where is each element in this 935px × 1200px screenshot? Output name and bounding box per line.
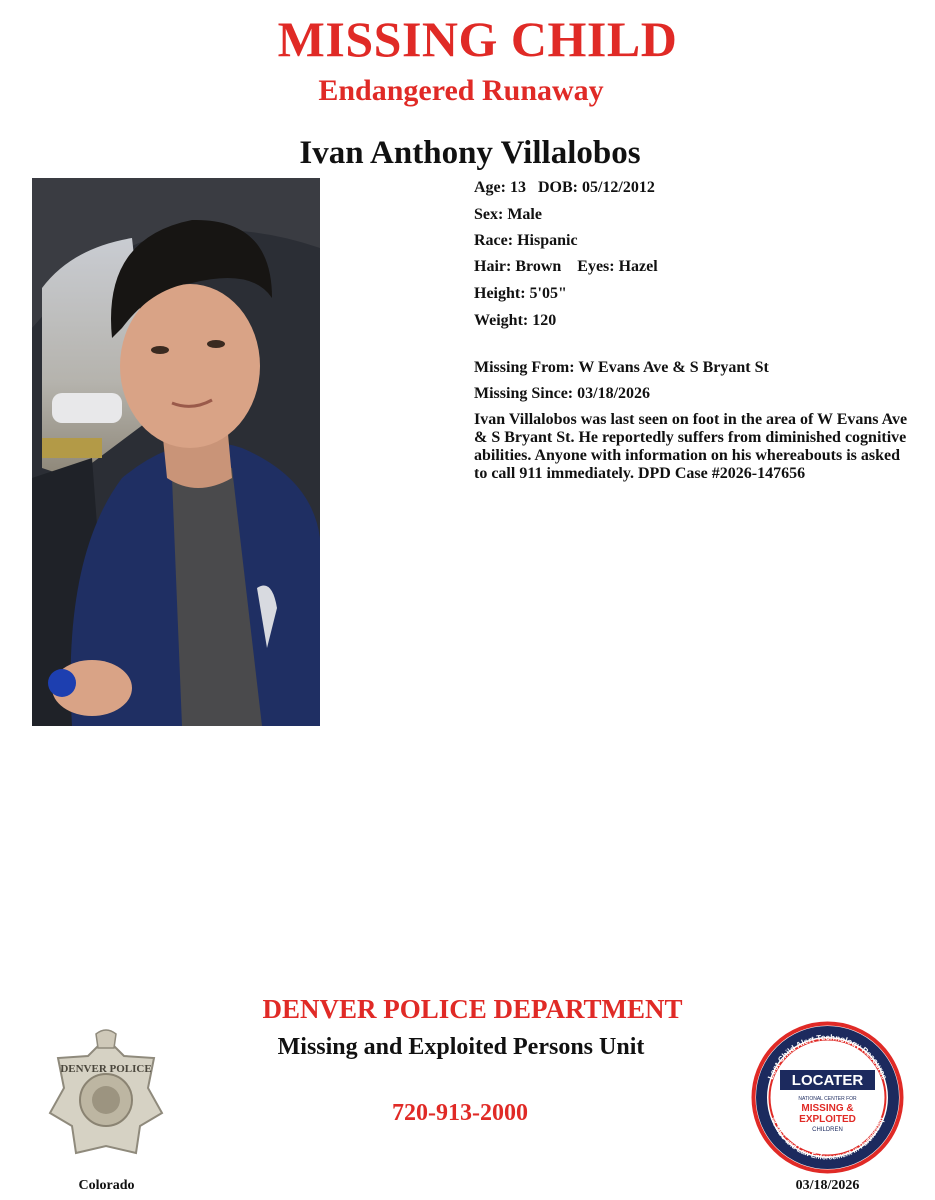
missing-from-line — [474, 358, 769, 378]
svg-text:NCMEC and Law Enforcement in P: NCMEC and Law Enforcement in Partnership — [768, 1116, 887, 1162]
svg-text:DENVER POLICE: DENVER POLICE — [60, 1063, 152, 1075]
race-label: Race: — [474, 232, 514, 249]
photo-illustration — [32, 178, 320, 726]
eyes-label: Eyes: — [577, 258, 615, 275]
sex-value: Male — [507, 206, 542, 223]
svg-text:NATIONAL CENTER FOR: NATIONAL CENTER FOR — [798, 1096, 857, 1102]
hair-eyes-line — [474, 257, 658, 277]
poster-date: 03/18/2026 — [795, 1178, 860, 1193]
height-label: Height: — [474, 285, 526, 302]
svg-text:CHILDREN: CHILDREN — [812, 1127, 843, 1133]
department-name: DENVER POLICE DEPARTMENT — [262, 994, 683, 1024]
weight-line — [474, 311, 556, 331]
unit-name: Missing and Exploited Persons Unit — [277, 1034, 645, 1060]
svg-text:EXPLOITED: EXPLOITED — [799, 1114, 856, 1125]
age-value: 13 — [509, 179, 526, 196]
height-line — [474, 284, 567, 304]
poster-subtitle: Endangered Runaway — [318, 74, 604, 107]
description: Ivan Villalobos was last seen on foot in the area of W Evans Ave & S Bryant St. He reportedly suffers from diminished cognitive abilities. Anyone with information on his whereabouts is asked to call 911 immediately. DPD Case #2026-147656 — [474, 411, 908, 482]
child-name: Ivan Anthony Villalobos — [299, 135, 641, 171]
state-label: Colorado — [78, 1178, 135, 1193]
svg-text:Lost Child Alert Technology Re: Lost Child Alert Technology Resource — [766, 1032, 889, 1081]
missing-since-label: Missing Since: — [474, 385, 574, 402]
weight-value: 120 — [532, 312, 557, 329]
weight-label: Weight: — [474, 312, 529, 329]
svg-text:LOCATER: LOCATER — [791, 1072, 864, 1089]
child-photo — [32, 178, 320, 726]
locater-logo-icon — [750, 1020, 905, 1175]
svg-text:MISSING &: MISSING & — [801, 1103, 854, 1114]
missing-from-value: W Evans Ave & S Bryant St — [578, 359, 769, 376]
age-dob-line — [474, 178, 655, 198]
poster-title: MISSING CHILD — [277, 11, 678, 67]
missing-from-label: Missing From: — [474, 359, 575, 376]
police-badge-icon — [44, 1028, 169, 1168]
phone-number[interactable]: 720-913-2000 — [392, 1100, 528, 1126]
dob-value: 05/12/2012 — [581, 179, 655, 196]
missing-since-line — [474, 384, 650, 404]
dob-label: DOB: — [537, 179, 578, 196]
sex-line — [474, 205, 542, 225]
race-line — [474, 231, 578, 251]
age-label: Age: — [474, 179, 506, 196]
eyes-value: Hazel — [618, 258, 658, 275]
hair-value: Brown — [515, 258, 562, 275]
hair-label: Hair: — [474, 258, 512, 275]
missing-since-value: 03/18/2026 — [577, 385, 651, 402]
height-value: 5'05" — [529, 285, 567, 302]
sex-label: Sex: — [474, 206, 504, 223]
race-value: Hispanic — [517, 232, 578, 249]
